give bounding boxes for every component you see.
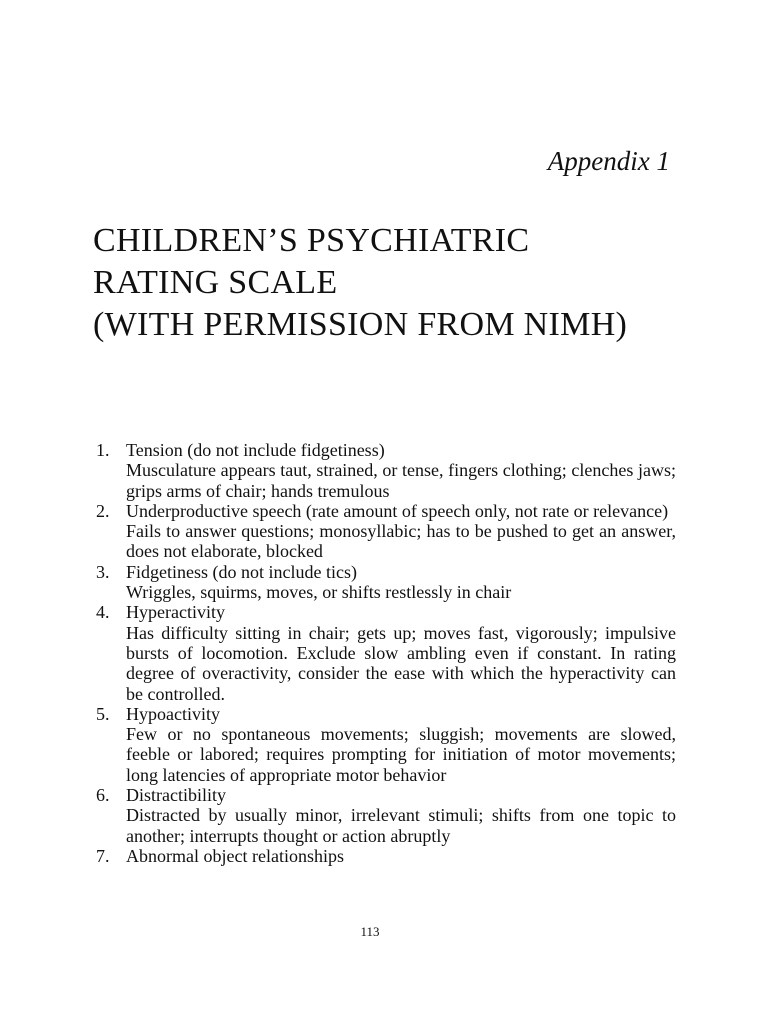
list-item [96, 562, 676, 603]
list-item [96, 501, 676, 562]
appendix-label: Appendix 1 [547, 146, 670, 176]
item-description: Musculature appears taut, strained, or tense, fingers clothing; clenches jaws; grips arms of chair; hands tremulous [126, 460, 676, 501]
item-heading: Abnormal object relationships [126, 845, 344, 866]
item-number: 3. [96, 561, 110, 582]
list-item [96, 602, 676, 703]
item-number: 5. [96, 703, 110, 724]
page-title [93, 220, 713, 346]
item-heading: Hyperactivity [126, 602, 225, 623]
rating-items-list [96, 440, 676, 866]
list-item [96, 440, 676, 501]
list-item [96, 785, 676, 846]
item-number: 6. [96, 785, 110, 806]
item-number: 1. [96, 440, 110, 460]
title-line: RATING SCALE [93, 264, 338, 301]
item-number: 7. [96, 845, 110, 866]
item-description: Fails to answer questions; monosyllabic; has to be pushed to get an answer, does not elaborate, blocked [126, 521, 676, 562]
item-heading: Distractibility [126, 785, 226, 806]
item-heading: Hypoactivity [126, 703, 220, 724]
item-description: Distracted by usually minor, irrelevant stimuli; shifts from one topic to another; interrupts thought or action abruptly [126, 805, 676, 846]
item-number: 2. [96, 500, 110, 521]
list-item [96, 704, 676, 785]
page-number: 113 [360, 924, 380, 939]
title-line: (WITH PERMISSION FROM NIMH) [93, 306, 628, 343]
item-heading: Tension (do not include fidgetiness) [126, 440, 385, 460]
title-line: CHILDREN’S PSYCHIATRIC [93, 222, 530, 259]
item-heading: Underproductive speech (rate amount of speech only, not rate or relevance) [126, 500, 669, 521]
item-description: Wriggles, squirms, moves, or shifts restlessly in chair [126, 582, 512, 603]
item-number: 4. [96, 602, 110, 623]
list-item [96, 846, 676, 866]
item-heading: Fidgetiness (do not include tics) [126, 561, 357, 582]
item-description: Few or no spontaneous movements; sluggish; movements are slowed, feeble or labored; requires prompting for initiation of motor movements; long latencies of appropriate motor behavior [126, 724, 676, 785]
item-description: Has difficulty sitting in chair; gets up; moves fast, vigorously; impulsive bursts of locomotion. Exclude slow ambling even if constant. In rating degree of overactivity, consider the ease with which the hyperactivity can be controlled. [126, 622, 676, 704]
